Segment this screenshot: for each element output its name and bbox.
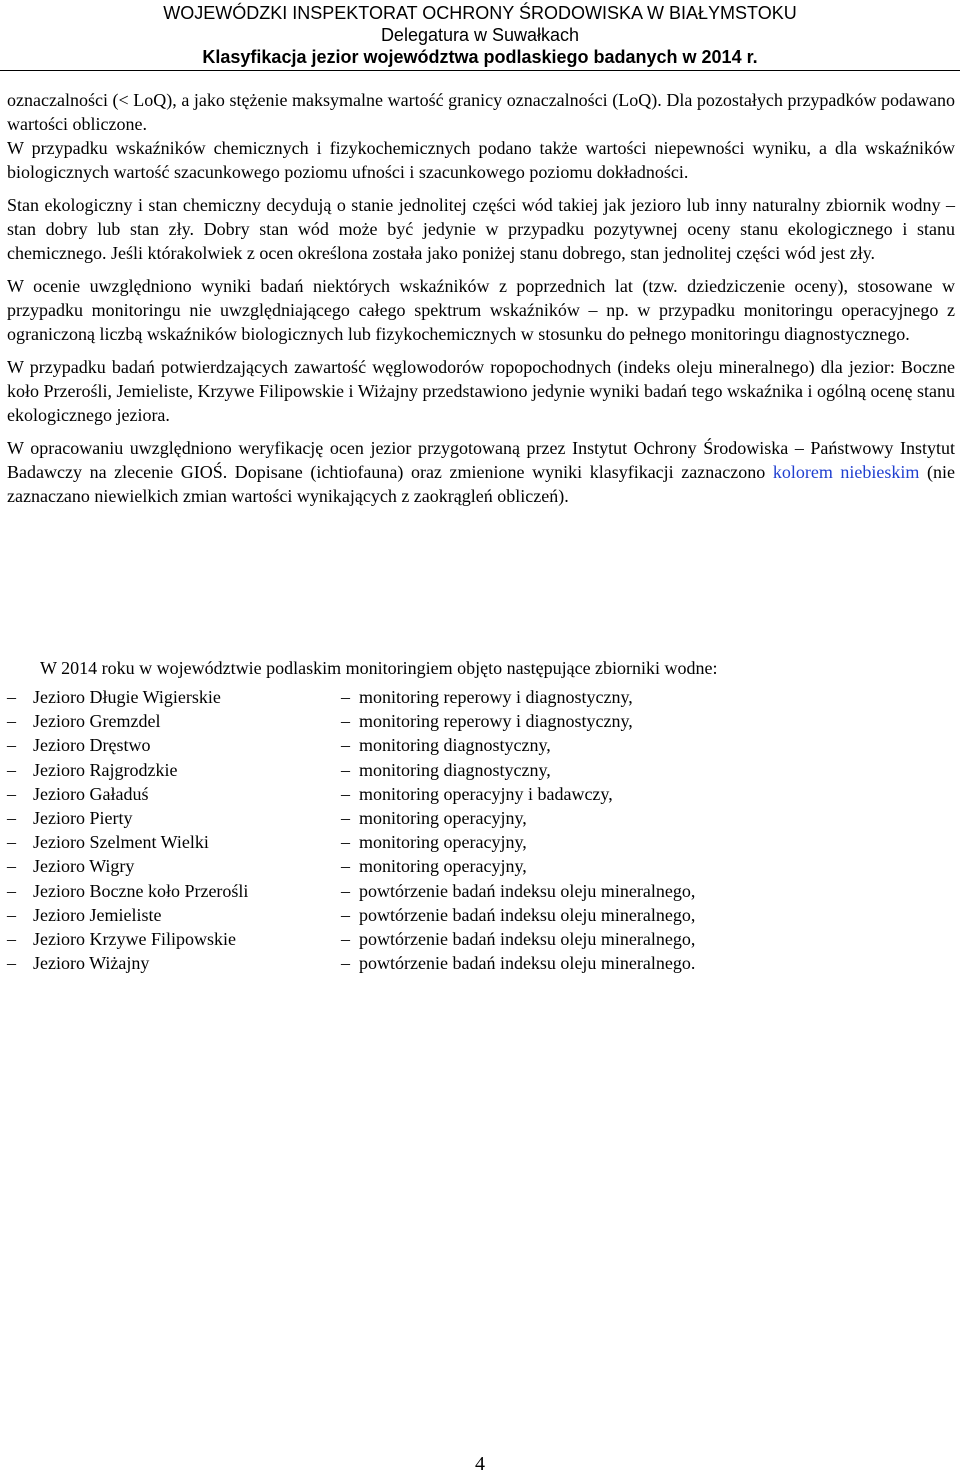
lake-name-cell xyxy=(7,927,319,951)
lake-name-cell xyxy=(7,951,319,975)
bullet-dash: – xyxy=(341,807,350,828)
bullet-dash: – xyxy=(341,904,350,925)
lake-name-cell xyxy=(7,685,319,709)
monitoring-type-cell xyxy=(319,758,551,782)
lake-list-item xyxy=(7,903,947,927)
paragraph-verification xyxy=(7,436,955,508)
monitoring-type: monitoring operacyjny, xyxy=(359,832,527,853)
monitoring-type: monitoring reperowy i diagnostyczny, xyxy=(359,687,633,707)
lake-name-cell xyxy=(7,758,319,782)
page-number: 4 xyxy=(475,1453,485,1475)
lake-name-cell xyxy=(7,903,319,927)
lake-name-cell xyxy=(7,879,319,903)
lake-name-cell xyxy=(7,782,319,806)
verification-text-start: W opracowaniu uwzględniono weryfikację ocen jezior przygotowaną przez Instytut Ochrony Środowiska – Państwowy Instytut Badawczy na zlecenie GIOŚ. Dopisane (ichtiofauna) oraz zmienione wyniki klasyfikacji zaznaczono xyxy=(7,438,955,482)
monitoring-type-cell xyxy=(319,879,695,903)
lake-list-item xyxy=(7,951,947,975)
paragraph-loq: oznaczalności (< LoQ), a jako stężenie maksymalne wartość granicy oznaczalności (LoQ). Dla pozostałych przypadków podawano wartości obliczone. xyxy=(7,90,955,134)
monitoring-type-cell xyxy=(319,854,527,878)
bullet-dash: – xyxy=(7,928,16,949)
lake-list-item xyxy=(7,709,947,733)
lake-name-cell xyxy=(7,806,319,830)
lake-name: Jezioro Boczne koło Przerośli xyxy=(33,880,249,901)
lake-list-item xyxy=(7,758,947,782)
monitoring-type-cell xyxy=(319,927,695,951)
monitoring-type: powtórzenie badań indeksu oleju mineralnego. xyxy=(359,953,696,974)
lake-name: Jezioro Szelment Wielki xyxy=(33,832,209,853)
body-text xyxy=(7,88,955,517)
monitoring-type: monitoring diagnostyczny, xyxy=(359,735,551,756)
lake-list-item xyxy=(7,854,947,878)
header-divider xyxy=(0,70,960,71)
paragraph-status: Stan ekologiczny i stan chemiczny decydują o stanie jednolitej części wód takiej jak jezioro lub inny naturalny zbiornik wodny – stan dobry lub stan zły. Dobry stan wód może być jedynie w przypadku pozytywnej oceny stanu ekologicznego i stanu chemicznego. Jeśli którakolwiek z ocen określona została jako poniżej stanu dobrego, stan jednolitej części wód jest zły. xyxy=(7,195,955,263)
verification-text-end: (nie zaznaczano niewielkich zmian wartości wynikających z zaokrągleń obliczeń). xyxy=(7,462,955,506)
monitoring-type-cell xyxy=(319,806,527,830)
monitoring-type: monitoring reperowy i diagnostyczny, xyxy=(359,711,633,732)
paragraph-hydrocarbons: W przypadku badań potwierdzających zawartość węglowodorów ropopochodnych (indeks oleju mineralnego) dla jezior: Boczne koło Przerośli, Jemieliste, Krzywe Filipowskie i Wiżajny przedstawiono jedynie wyniki badań tego wskaźnika i ogólną ocenę stanu ekologicznego jeziora. xyxy=(7,357,955,425)
paragraph-uncertainty: W przypadku wskaźników chemicznych i fizykochemicznych podano także wartości niepewności wyniku, a dla wskaźników biologicznych wartość szacunkowego poziomu ufności i szacunkowego poziomu dokładności. xyxy=(7,138,955,182)
header-institution: WOJEWÓDZKI INSPEKTORAT OCHRONY ŚRODOWISKA W BIAŁYMSTOKU xyxy=(163,3,797,23)
monitoring-type-cell xyxy=(319,903,695,927)
monitoring-type-cell xyxy=(319,709,633,733)
document-header xyxy=(0,0,960,68)
monitoring-type: powtórzenie badań indeksu oleju mineralnego, xyxy=(359,928,696,949)
lake-name: Jezioro Dręstwo xyxy=(33,735,151,756)
bullet-dash: – xyxy=(341,735,350,756)
lake-list-item xyxy=(7,927,947,951)
bullet-dash: – xyxy=(7,759,16,780)
lake-name: Jezioro Długie Wigierskie xyxy=(33,687,221,707)
lake-list-item xyxy=(7,806,947,830)
monitoring-intro: W 2014 roku w województwie podlaskim monitoringiem objęto następujące zbiorniki wodne: xyxy=(40,658,718,678)
paragraph-inherited-assessment: W ocenie uwzględniono wyniki badań niektórych wskaźników z poprzednich lat (tzw. dziedziczenie oceny), stosowane w przypadku monitoringu nie uwzględniającego całego spektrum wskaźników – np. w przypadku monitoringu operacyjnego z ograniczoną liczbą wskaźników biologicznych lub fizykochemicznych w stosunku do pełnego monitoringu diagnostycznego. xyxy=(7,276,955,344)
lake-name: Jezioro Wiżajny xyxy=(33,953,150,974)
lake-list xyxy=(7,685,947,975)
bullet-dash: – xyxy=(341,856,350,877)
lake-name: Jezioro Pierty xyxy=(33,807,133,828)
monitoring-type: monitoring operacyjny i badawczy, xyxy=(359,783,613,804)
bullet-dash: – xyxy=(7,711,16,732)
monitoring-type-cell xyxy=(319,951,695,975)
monitoring-type: powtórzenie badań indeksu oleju mineralnego, xyxy=(359,880,696,901)
monitoring-type: powtórzenie badań indeksu oleju mineralnego, xyxy=(359,904,696,925)
lake-name-cell xyxy=(7,854,319,878)
lake-name: Jezioro Jemieliste xyxy=(33,904,162,925)
lake-name: Jezioro Rajgrodzkie xyxy=(33,759,178,780)
bullet-dash: – xyxy=(7,807,16,828)
monitoring-type: monitoring diagnostyczny, xyxy=(359,759,551,780)
header-title: Klasyfikacja jezior województwa podlaskiego badanych w 2014 r. xyxy=(202,47,758,67)
bullet-dash: – xyxy=(7,783,16,804)
monitoring-type-cell xyxy=(319,685,633,709)
bullet-dash: – xyxy=(341,687,350,707)
monitoring-type-cell xyxy=(319,733,551,757)
bullet-dash: – xyxy=(7,687,16,707)
bullet-dash: – xyxy=(341,953,350,974)
bullet-dash: – xyxy=(341,783,350,804)
monitoring-type: monitoring operacyjny, xyxy=(359,856,527,877)
bullet-dash: – xyxy=(341,832,350,853)
header-branch: Delegatura w Suwałkach xyxy=(380,25,580,45)
bullet-dash: – xyxy=(341,928,350,949)
lake-name-cell xyxy=(7,709,319,733)
bullet-dash: – xyxy=(7,856,16,877)
lake-list-item xyxy=(7,830,947,854)
lake-name: Jezioro Gremzdel xyxy=(33,711,161,732)
bullet-dash: – xyxy=(341,880,350,901)
bullet-dash: – xyxy=(7,735,16,756)
lake-list-item xyxy=(7,879,947,903)
monitoring-type: monitoring operacyjny, xyxy=(359,807,527,828)
lake-list-item xyxy=(7,782,947,806)
lake-name-cell xyxy=(7,830,319,854)
bullet-dash: – xyxy=(341,759,350,780)
bullet-dash: – xyxy=(341,711,350,732)
bullet-dash: – xyxy=(7,880,16,901)
bullet-dash: – xyxy=(7,953,16,974)
bullet-dash: – xyxy=(7,904,16,925)
lake-name: Jezioro Krzywe Filipowskie xyxy=(33,928,236,949)
blue-color-note: kolorem niebieskim xyxy=(772,462,920,482)
lake-list-item xyxy=(7,733,947,757)
bullet-dash: – xyxy=(7,832,16,853)
lake-name: Jezioro Gaładuś xyxy=(33,783,149,804)
monitoring-type-cell xyxy=(319,782,613,806)
lake-name-cell xyxy=(7,733,319,757)
lake-list-item xyxy=(7,685,947,709)
lake-name: Jezioro Wigry xyxy=(33,856,135,877)
monitoring-type-cell xyxy=(319,830,527,854)
